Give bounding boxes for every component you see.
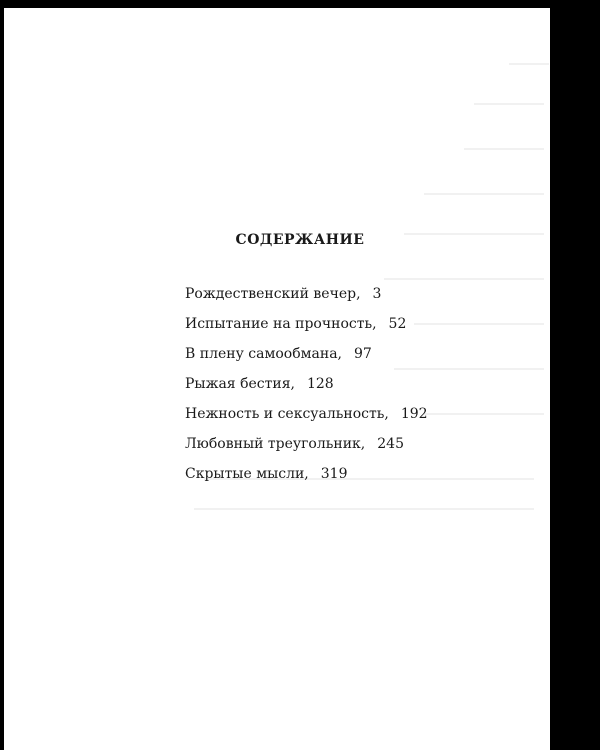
toc-entry-page: 128	[306, 376, 334, 392]
toc-entry	[185, 344, 428, 374]
toc-entry-page: 97	[354, 346, 372, 362]
toc-entry-title: Рождественский вечер,	[185, 286, 361, 302]
toc-entry-page: 3	[372, 286, 382, 302]
toc-entry	[185, 374, 428, 404]
toc-entry-title: Испытание на прочность,	[185, 316, 377, 332]
toc-entry-title: Нежность и сексуальность,	[185, 406, 389, 422]
toc-entry	[185, 404, 428, 434]
toc-entry-title: Скрытые мысли,	[185, 466, 309, 482]
toc-entry-title: Рыжая бестия,	[185, 376, 295, 392]
toc-heading: СОДЕРЖАНИЕ	[235, 232, 365, 248]
toc-entry-page: 245	[377, 436, 404, 452]
scan-edge-top	[0, 0, 600, 8]
toc-entry-page: 319	[320, 466, 348, 482]
toc-entry	[185, 284, 428, 314]
toc-entry-page: 52	[388, 316, 407, 332]
toc-entry	[185, 314, 428, 344]
toc-entry	[185, 434, 428, 464]
toc-entry-title: Любовный треугольник,	[185, 436, 366, 452]
scan-edge-right	[550, 0, 600, 750]
toc-list	[185, 284, 428, 494]
toc-entry-title: В плену самообмана,	[185, 346, 342, 362]
toc-entry	[185, 464, 428, 494]
toc-entry-page: 192	[400, 406, 428, 422]
